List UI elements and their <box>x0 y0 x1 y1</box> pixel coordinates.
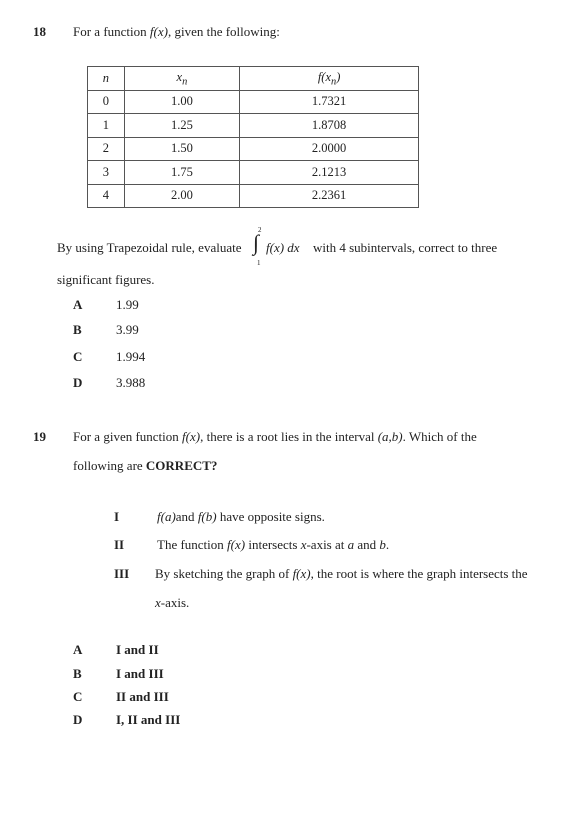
q18-intro-math: f(x) <box>149 24 168 39</box>
table-row <box>88 184 419 208</box>
table-cell: 1.00 <box>124 90 240 114</box>
q19-number: 19 <box>33 429 46 444</box>
table-row <box>88 137 419 161</box>
table-cell: 2.0000 <box>240 137 419 161</box>
q19-line2-text: following are <box>73 458 146 473</box>
statement-i-numeral: I <box>114 509 120 524</box>
option-letter: B <box>73 322 82 337</box>
option-letter: D <box>73 712 83 727</box>
q18-integrand: f(x) dx <box>266 240 300 255</box>
q19-line2 <box>73 458 217 474</box>
q19-line1-text-c: . Which of the <box>402 429 477 444</box>
table-header-row <box>88 67 419 91</box>
option-letter: A <box>73 297 83 312</box>
text: , the root is where the graph intersects the <box>310 566 528 581</box>
table-cell: 1.50 <box>124 137 240 161</box>
text: The function <box>157 537 228 552</box>
option-text: II and III <box>116 689 169 704</box>
q19-line1-math2: (a,b) <box>377 429 403 444</box>
math: x <box>300 537 307 552</box>
option-text: I and III <box>116 666 164 681</box>
text: have opposite signs. <box>216 509 325 524</box>
math: b <box>379 537 386 552</box>
option-text: 3.99 <box>116 322 139 337</box>
q19-line1-text-a: For a given function <box>73 429 179 444</box>
math: f(b) <box>197 509 217 524</box>
option-text: 1.99 <box>116 297 139 312</box>
table-cell: 1.25 <box>124 114 240 138</box>
table-row <box>88 114 419 138</box>
option-letter: D <box>73 375 83 390</box>
table-cell: 1.75 <box>124 161 240 185</box>
table-row <box>88 90 419 114</box>
option-letter: C <box>73 349 83 364</box>
statement-ii-text <box>157 537 389 553</box>
table-cell: 3 <box>88 161 125 185</box>
text: By sketching the graph of <box>155 566 293 581</box>
q19-line2-bold: CORRECT? <box>145 458 218 473</box>
statement-iii-numeral: III <box>114 566 130 581</box>
q19-line1-text-b: , there is a root lies in the interval <box>200 429 375 444</box>
table-cell: 2 <box>88 137 125 161</box>
text: and <box>354 537 380 552</box>
q19-line1 <box>73 429 477 445</box>
math: x <box>155 595 161 610</box>
q19-line1-math1: f(x) <box>182 429 201 444</box>
option-text: 3.988 <box>116 375 146 390</box>
q18-prompt-suffix: with 4 subintervals, correct to three <box>313 240 498 255</box>
table-cell: 2.00 <box>124 184 240 208</box>
integral-lower-limit: 1 <box>257 259 261 267</box>
table-cell: 1.8708 <box>240 114 419 138</box>
statement-iii-text <box>155 566 528 582</box>
option-letter: B <box>73 666 82 681</box>
text: -axis. <box>160 595 190 610</box>
math: a <box>347 537 355 552</box>
table-cell: 2.2361 <box>240 184 419 208</box>
statement-i-text <box>157 509 325 525</box>
q18-number: 18 <box>33 24 46 39</box>
statement-ii-numeral: II <box>114 537 125 552</box>
option-text: 1.994 <box>116 349 146 364</box>
math: f(x) <box>227 537 246 552</box>
math: f(x) <box>292 566 311 581</box>
table-cell: 1.7321 <box>240 90 419 114</box>
table-cell: 4 <box>88 184 125 208</box>
option-text: I and II <box>116 642 159 657</box>
integral-upper-limit: 2 <box>258 226 262 234</box>
statement-iii-text-line2 <box>155 595 189 611</box>
table-cell: 2.1213 <box>240 161 419 185</box>
table-row <box>88 161 419 185</box>
math: f(a) <box>157 509 176 524</box>
table-cell: 1 <box>88 114 125 138</box>
option-letter: C <box>73 689 83 704</box>
option-letter: A <box>73 642 83 657</box>
q18-intro-suffix: , given the following: <box>167 24 280 39</box>
integral-sign-icon: ∫ <box>253 230 260 255</box>
q18-prompt-line2: significant figures. <box>57 272 155 287</box>
header-n: n <box>88 67 125 91</box>
option-text: I, II and III <box>116 712 181 727</box>
text: -axis at <box>306 537 348 552</box>
q18-prompt-prefix: By using Trapezoidal rule, evaluate <box>57 240 242 255</box>
header-xn: $x_n$ <box>124 67 240 91</box>
q18-data-table <box>87 66 419 208</box>
table-cell: 0 <box>88 90 125 114</box>
text: . <box>385 537 390 552</box>
text: and <box>175 509 198 524</box>
q18-intro <box>73 24 280 40</box>
q18-intro-prefix: For a function <box>73 24 150 39</box>
text: intersects <box>245 537 301 552</box>
header-fxn: $f(x_n)$ <box>240 67 419 91</box>
